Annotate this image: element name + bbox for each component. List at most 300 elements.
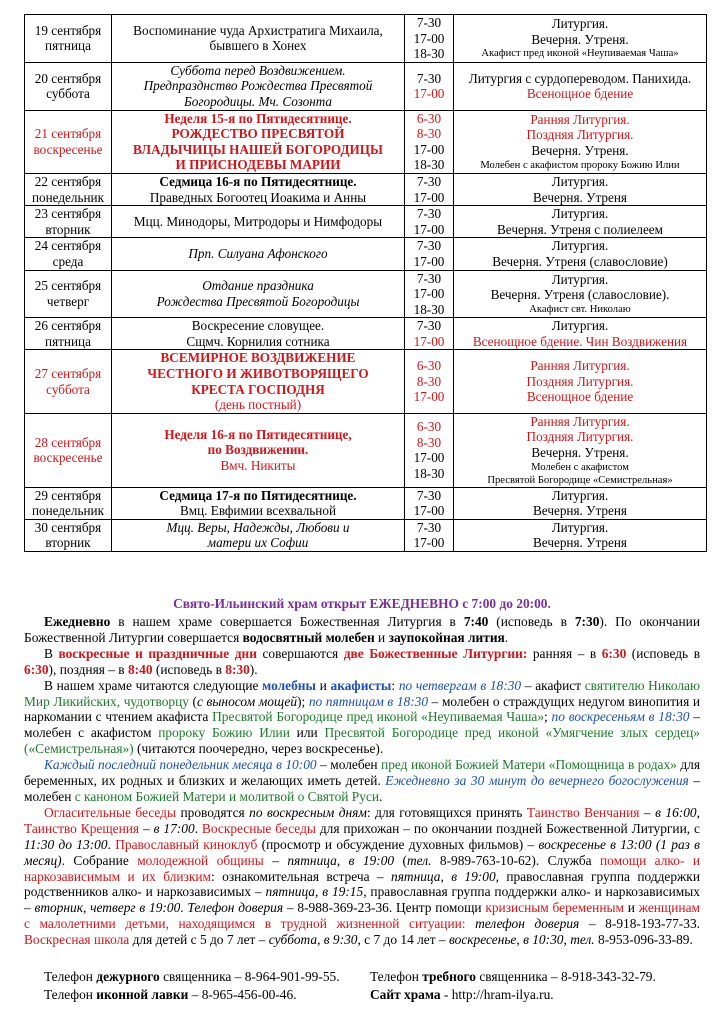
- date-text: 24 сентября: [34, 238, 102, 254]
- contact-item: [44, 968, 370, 986]
- event-line: Отдание праздника: [202, 278, 314, 294]
- schedule-service-cell: [454, 206, 707, 238]
- text-segment: 7:40: [463, 614, 489, 629]
- text-segment: (просмотр и обсуждение духовных фильмов) –: [257, 836, 539, 852]
- time-line: 17-00: [413, 286, 445, 302]
- text-segment: 8-953-096-33-89.: [594, 932, 693, 948]
- event-line: бывшего в Хонех: [209, 38, 307, 54]
- text-segment: (: [394, 852, 407, 868]
- service-schedule-table: [24, 14, 707, 552]
- text-segment: (исповедь в: [152, 661, 226, 677]
- schedule-row: [25, 519, 707, 551]
- text-segment: по воскресеньям в 18:30: [551, 709, 690, 725]
- weekday-text: воскресенье: [33, 450, 103, 466]
- date-text: 30 сентября: [34, 519, 102, 535]
- text-segment: 8:30: [225, 661, 250, 677]
- service-line: Литургия.: [551, 173, 609, 189]
- event-line: Праведных Богоотец Иоакима и Анны: [149, 189, 367, 205]
- text-segment: .: [504, 629, 509, 645]
- text-segment: пророку Божию Илии: [158, 725, 290, 741]
- schedule-time-cell: [405, 270, 454, 318]
- text-segment: (исповедь в: [488, 614, 575, 629]
- text-segment: – акафист: [521, 677, 585, 693]
- event-line: Богородицы. Мч. Созонта: [183, 93, 333, 109]
- text-segment: .: [180, 900, 188, 916]
- schedule-date-cell: [25, 270, 112, 318]
- text-segment: Телефон доверия: [187, 900, 284, 916]
- contact-segment: Сайт храма: [370, 987, 441, 1002]
- text-segment: и: [623, 900, 639, 916]
- text-segment: с каноном Божией Матери и молитвой о Святой Руси: [74, 788, 380, 804]
- schedule-service-cell: [454, 413, 707, 487]
- schedule-row: [25, 270, 707, 318]
- text-segment: –: [639, 804, 656, 820]
- time-line: 8-30: [416, 373, 442, 389]
- contact-item: [370, 986, 554, 1004]
- event-line: КРЕСТА ГОСПОДНЯ: [191, 381, 325, 397]
- event-line: Неделя 15-я по Пятидесятнице.: [164, 110, 352, 126]
- schedule-row: [25, 318, 707, 350]
- service-line: Всенощное бдение: [526, 389, 634, 405]
- schedule-time-cell: [405, 318, 454, 350]
- schedule-row: [25, 110, 707, 173]
- text-segment: в 16:00: [655, 804, 697, 820]
- info-text-block: [24, 614, 700, 948]
- text-segment: [466, 916, 476, 931]
- service-line: Литургия.: [551, 318, 609, 334]
- text-segment: пятница, в 19:00,: [391, 868, 499, 884]
- weekday-text: понедельник: [31, 503, 105, 519]
- time-line: 6-30: [416, 419, 442, 435]
- schedule-event-cell: [112, 487, 405, 519]
- text-segment: 8:40: [127, 661, 153, 677]
- text-segment: Воскресные беседы: [201, 820, 316, 836]
- service-line: Литургия с сурдопереводом. Панихида.: [468, 70, 692, 86]
- schedule-service-cell: [454, 173, 707, 205]
- contact-segment: Телефон: [44, 969, 97, 984]
- text-segment: проводятся: [176, 804, 250, 820]
- event-line: Прп. Силуана Афонского: [188, 246, 328, 262]
- service-line: Литургия.: [551, 487, 609, 503]
- schedule-event-cell: [112, 413, 405, 487]
- text-segment: – молебен: [24, 773, 700, 804]
- schedule-time-cell: [405, 206, 454, 238]
- event-line: Вмч. Никиты: [220, 458, 296, 474]
- schedule-service-cell: [454, 270, 707, 318]
- service-line: Ранняя Литургия.: [530, 413, 630, 429]
- service-line: Молебен с акафистом пророку Божию Илии: [480, 159, 680, 171]
- schedule-date-cell: [25, 173, 112, 205]
- event-line: ВСЕМИРНОЕ ВОЗДВИЖЕНИЕ: [160, 350, 356, 366]
- service-line: Пресвятой Богородице «Семистрельная»: [487, 474, 673, 486]
- text-segment: Огласительные беседы: [44, 804, 176, 820]
- schedule-service-cell: [454, 350, 707, 413]
- text-segment: суббота, в 9:30: [268, 932, 358, 948]
- service-line: Поздняя Литургия.: [526, 127, 634, 143]
- weekday-text: вторник: [45, 221, 91, 237]
- text-segment: пятница, в 19:15: [265, 884, 364, 900]
- text-segment: святителю Николаю Мир Ликийских, чудотворцу: [24, 677, 700, 709]
- time-line: 17-00: [413, 189, 445, 205]
- text-segment: – молебен с акафистом: [24, 709, 700, 741]
- schedule-row: [25, 206, 707, 238]
- event-line: Воспоминание чуда Архистратига Михаила,: [133, 22, 383, 38]
- schedule-date-cell: [25, 413, 112, 487]
- contact-segment: - http://hram-ilya.ru.: [440, 987, 554, 1002]
- text-segment: ). По окончании Божественной Литургии совершается: [24, 614, 700, 645]
- info-paragraph: [24, 757, 700, 805]
- text-segment: –: [263, 852, 288, 868]
- event-line: Суббота перед Воздвижением.: [170, 62, 346, 78]
- text-segment: в нашем храме совершается Божественная Литургия в: [110, 614, 464, 629]
- contact-segment: требного: [422, 969, 476, 984]
- text-segment: вторник, четверг в 19:00: [34, 900, 181, 916]
- text-segment: 7:30: [574, 614, 600, 629]
- service-line: Ранняя Литургия.: [530, 111, 630, 127]
- text-segment: для беременных, их родных и близких и желающих иметь детей.: [24, 757, 701, 789]
- text-segment: помощи алко- и наркозависимым и их близким: [24, 852, 700, 884]
- time-line: 7-30: [416, 206, 442, 222]
- schedule-time-cell: [405, 487, 454, 519]
- schedule-event-cell: [112, 173, 405, 205]
- service-line: Акафист пред иконой «Неупиваемая Чаша»: [481, 48, 679, 60]
- event-line: Вмц. Евфимии всехвальной: [179, 503, 337, 519]
- time-line: 7-30: [416, 519, 442, 535]
- text-segment: Пресвятой Богородице пред иконой «Умягчение злых сердец» («Семистрельная»): [24, 725, 701, 757]
- schedule-event-cell: [112, 110, 405, 173]
- text-segment: 6:30: [24, 661, 49, 677]
- date-text: 22 сентября: [34, 173, 102, 189]
- schedule-time-cell: [405, 15, 454, 63]
- info-paragraph: [24, 678, 700, 758]
- schedule-time-cell: [405, 110, 454, 173]
- weekday-text: пятница: [45, 38, 91, 54]
- service-line: Вечерня. Утреня: [533, 503, 627, 519]
- event-line: Седмица 17-я по Пятидесятнице.: [159, 487, 357, 503]
- service-line: Литургия.: [551, 271, 609, 287]
- time-line: 17-00: [413, 30, 445, 46]
- schedule-time-cell: [405, 173, 454, 205]
- text-segment: 8-989-763-10-62: [431, 852, 532, 868]
- date-text: 21 сентября: [34, 126, 102, 142]
- contact-segment: Телефон: [370, 969, 423, 984]
- date-text: 25 сентября: [34, 278, 102, 294]
- text-segment: : для готовящихся принять: [366, 804, 527, 820]
- schedule-row: [25, 238, 707, 270]
- service-line: Поздняя Литургия.: [526, 429, 634, 445]
- contacts-block: [44, 968, 704, 1004]
- contact-segment: дежурного: [96, 969, 160, 984]
- schedule-time-cell: [405, 350, 454, 413]
- text-segment: 11:30 до 13:00: [24, 836, 108, 852]
- text-segment: пред иконой Божией Матери «Помощница в родах»: [381, 757, 677, 773]
- event-line: Седмица 16-я по Пятидесятнице.: [159, 173, 357, 189]
- time-line: 17-00: [413, 86, 445, 102]
- time-line: 7-30: [416, 173, 442, 189]
- schedule-service-cell: [454, 110, 707, 173]
- service-line: Молебен с акафистом: [531, 461, 629, 473]
- contact-item: [44, 986, 370, 1004]
- service-line: Вечерня. Утреня.: [531, 445, 629, 461]
- schedule-event-cell: [112, 350, 405, 413]
- text-segment: – молебен: [316, 757, 382, 773]
- text-segment: Таинство Венчания: [526, 804, 640, 820]
- text-segment: для детей с 5 до 7 лет –: [129, 932, 269, 948]
- schedule-row: [25, 62, 707, 110]
- event-line: И ПРИСНОДЕВЫ МАРИИ: [175, 157, 341, 173]
- service-line: Поздняя Литургия.: [526, 373, 634, 389]
- time-line: 18-30: [413, 465, 445, 481]
- text-segment: тел.: [570, 932, 595, 948]
- text-segment: Ежедневно за 30 минут до вечернего богослужения: [385, 773, 689, 789]
- date-text: 29 сентября: [34, 487, 102, 503]
- text-segment: . Собрание: [61, 852, 138, 868]
- time-line: 17-00: [413, 333, 445, 349]
- text-segment: женщинам с малолетними детьми, находящимся в трудной жизненной ситуации:: [24, 900, 700, 932]
- schedule-time-cell: [405, 519, 454, 551]
- contact-segment: – 8-965-456-00-46.: [188, 987, 297, 1002]
- time-line: 17-00: [413, 253, 445, 269]
- time-line: 7-30: [416, 70, 442, 86]
- service-line: Литургия.: [551, 206, 609, 222]
- event-line: Мцц. Веры, Надежды, Любови и: [166, 519, 350, 535]
- text-segment: ,: [563, 932, 571, 948]
- time-line: 7-30: [416, 318, 442, 334]
- date-text: 23 сентября: [34, 206, 102, 222]
- info-paragraph: [24, 805, 700, 948]
- service-line: Литургия.: [551, 519, 609, 535]
- event-line: Сщмч. Корнилия сотника: [186, 333, 330, 349]
- schedule-event-cell: [112, 206, 405, 238]
- weekday-text: вторник: [45, 535, 91, 551]
- weekday-text: воскресенье: [33, 141, 103, 157]
- schedule-date-cell: [25, 318, 112, 350]
- schedule-service-cell: [454, 487, 707, 519]
- text-segment: воскресенье в 13:00 (1 раз в месяц): [24, 836, 700, 868]
- schedule-date-cell: [25, 487, 112, 519]
- schedule-event-cell: [112, 15, 405, 63]
- event-line: (день постный): [214, 397, 302, 413]
- time-line: 18-30: [413, 46, 445, 62]
- service-line: Ранняя Литургия.: [530, 358, 630, 374]
- time-line: 7-30: [416, 487, 442, 503]
- text-segment: акафисты: [330, 677, 392, 693]
- schedule-row: [25, 15, 707, 63]
- schedule-service-cell: [454, 519, 707, 551]
- text-segment: : ознакомительная встреча –: [211, 868, 391, 884]
- service-line: Всенощное бдение: [526, 86, 634, 102]
- text-segment: по воскресным дням: [249, 804, 367, 820]
- service-line: Вечерня. Утреня: [533, 189, 627, 205]
- info-paragraph: [24, 614, 700, 646]
- contact-segment: иконной лавки: [96, 987, 189, 1002]
- schedule-service-cell: [454, 238, 707, 270]
- text-segment: православная группа поддержки родственников алко- и наркозависимых –: [24, 868, 700, 900]
- time-line: 18-30: [413, 157, 445, 173]
- time-line: 17-00: [413, 141, 445, 157]
- schedule-date-cell: [25, 350, 112, 413]
- date-text: 27 сентября: [34, 366, 102, 382]
- text-segment: ).: [249, 661, 258, 677]
- time-line: 6-30: [416, 110, 442, 126]
- event-line: Мцц. Минодоры, Митродоры и Нимфодоры: [133, 213, 383, 229]
- text-segment: две Божественные Литургии:: [343, 645, 528, 661]
- weekday-text: суббота: [46, 381, 90, 397]
- time-line: 17-00: [413, 535, 445, 551]
- weekday-text: среда: [52, 253, 84, 269]
- schedule-service-cell: [454, 62, 707, 110]
- schedule-row: [25, 413, 707, 487]
- schedule-time-cell: [405, 62, 454, 110]
- contact-segment: священника – 8-964-901-99-55.: [159, 969, 340, 984]
- weekday-text: четверг: [46, 293, 90, 309]
- schedule-time-cell: [405, 238, 454, 270]
- text-segment: –: [139, 820, 154, 836]
- text-segment: (: [188, 693, 198, 709]
- text-segment: :: [391, 677, 399, 693]
- time-line: 7-30: [416, 238, 442, 254]
- contact-segment: Телефон: [44, 987, 97, 1002]
- text-segment: по пятницам в 18:30: [308, 693, 429, 709]
- text-segment: и: [374, 629, 389, 645]
- text-segment: ранняя – в: [527, 645, 602, 661]
- service-line: Вечерня. Утреня.: [531, 31, 629, 47]
- service-line: Литургия.: [551, 238, 609, 254]
- time-line: 8-30: [416, 434, 442, 450]
- schedule-service-cell: [454, 318, 707, 350]
- text-segment: Ежедневно: [44, 614, 111, 629]
- date-text: 28 сентября: [34, 434, 102, 450]
- service-line: Литургия.: [551, 16, 609, 32]
- text-segment: ), поздняя – в: [48, 661, 128, 677]
- schedule-time-cell: [405, 413, 454, 487]
- text-segment: с выносом мощей: [197, 693, 298, 709]
- schedule-service-cell: [454, 15, 707, 63]
- text-segment: (читаются поочередно, через воскресенье).: [133, 741, 384, 757]
- text-segment: – молебен о страждущих недугом винопития и наркомании с чтением акафиста: [24, 693, 701, 725]
- schedule-event-cell: [112, 238, 405, 270]
- service-line: Вечерня. Утреня.: [531, 143, 629, 159]
- schedule-date-cell: [25, 110, 112, 173]
- text-segment: , православная группа поддержки алко- и наркозависимых –: [24, 884, 700, 916]
- text-segment: .: [107, 836, 116, 852]
- time-line: 18-30: [413, 301, 445, 317]
- text-segment: Православный киноклуб: [115, 836, 258, 852]
- text-segment: Пресвятой Богородице пред иконой «Неупиваемая Чаша»: [212, 709, 545, 725]
- schedule-date-cell: [25, 238, 112, 270]
- schedule-date-cell: [25, 62, 112, 110]
- text-segment: ,: [696, 804, 700, 820]
- event-line: РОЖДЕСТВО ПРЕСВЯТОЙ: [171, 126, 345, 142]
- text-segment: и: [315, 677, 331, 693]
- time-line: 7-30: [416, 270, 442, 286]
- text-segment: – 8-988-369-23-36. Центр помощи: [283, 900, 486, 916]
- time-line: 17-00: [413, 389, 445, 405]
- text-segment: совершаются: [256, 645, 344, 661]
- text-segment: молодежной общины: [137, 852, 264, 868]
- text-segment: Таинство Крещения: [24, 820, 140, 836]
- service-line: Вечерня. Утреня: [533, 535, 627, 551]
- event-line: ВЛАДЫЧИЦЫ НАШЕЙ БОГОРОДИЦЫ: [132, 141, 384, 157]
- text-segment: телефон доверия: [475, 916, 580, 932]
- time-line: 7-30: [416, 15, 442, 30]
- text-segment: ). Служба: [531, 852, 600, 868]
- contact-segment: священника – 8-918-343-32-79.: [475, 969, 656, 984]
- info-paragraph: [24, 646, 700, 678]
- text-segment: водосвятный молебен: [242, 629, 375, 645]
- event-line: ЧЕСТНОГО И ЖИВОТВОРЯЩЕГО: [147, 366, 369, 382]
- time-line: 17-00: [413, 503, 445, 519]
- text-segment: В нашем храме читаются следующие: [44, 677, 263, 693]
- weekday-text: суббота: [46, 86, 90, 102]
- event-line: Неделя 16-я по Пятидесятнице,: [164, 426, 352, 442]
- contact-row: [44, 968, 704, 986]
- text-segment: );: [297, 693, 309, 709]
- service-line: Всенощное бдение. Чин Воздвижения: [472, 333, 688, 349]
- text-segment: молебны: [262, 677, 316, 693]
- text-segment: воскресенье, в 10:30: [448, 932, 564, 948]
- text-segment: , с 7 до 14 лет –: [357, 932, 449, 948]
- text-segment: ;: [544, 709, 552, 725]
- event-line: Предпразднство Рождества Пресвятой: [143, 78, 373, 94]
- event-line: матери их Софии: [207, 535, 309, 551]
- text-segment: воскресные и праздничные дни: [58, 645, 257, 661]
- event-line: Рождества Пресвятой Богородицы: [156, 293, 360, 309]
- service-line: Вечерня. Утреня (славословие).: [490, 287, 670, 303]
- time-line: 17-00: [413, 221, 445, 237]
- text-segment: в 17:00: [153, 820, 195, 836]
- text-segment: тел.: [406, 852, 432, 868]
- time-line: 8-30: [416, 126, 442, 142]
- text-segment: .: [379, 788, 383, 804]
- service-line: Вечерня. Утреня с полиелеем: [497, 221, 663, 237]
- event-line: Воскресение словущее.: [191, 318, 325, 334]
- schedule-row: [25, 173, 707, 205]
- text-segment: В: [44, 645, 59, 661]
- contact-item: [370, 968, 656, 986]
- text-segment: 6:30: [601, 645, 627, 661]
- schedule-event-cell: [112, 519, 405, 551]
- temple-open-notice: Свято-Ильинский храм открыт ЕЖЕДНЕВНО с 7:00 до 20:00.: [173, 596, 551, 611]
- schedule-row: [25, 350, 707, 413]
- text-segment: заупокойная лития: [388, 629, 505, 645]
- date-text: 19 сентября: [34, 22, 102, 38]
- weekday-text: пятница: [45, 333, 91, 349]
- contact-row: [44, 986, 704, 1004]
- schedule-event-cell: [112, 270, 405, 318]
- schedule-row: [25, 487, 707, 519]
- date-text: 26 сентября: [34, 318, 102, 334]
- service-line: Акафист свт. Николаю: [529, 303, 631, 315]
- text-segment: Каждый последний понедельник месяца в 10:00: [44, 757, 317, 773]
- service-line: Вечерня. Утреня (славословие): [492, 253, 668, 269]
- text-segment: (исповедь в: [626, 645, 701, 661]
- text-segment: по четвергам в 18:30: [398, 677, 522, 693]
- event-line: по Воздвижении.: [207, 442, 309, 458]
- date-text: 20 сентября: [34, 70, 102, 86]
- schedule-event-cell: [112, 318, 405, 350]
- schedule-event-cell: [112, 62, 405, 110]
- text-segment: кризисным беременным: [485, 900, 624, 916]
- text-segment: – 8-918-193-77-33.: [579, 916, 701, 932]
- text-segment: для прихожан – по окончании поздней Божественной Литургии, с: [315, 820, 700, 836]
- schedule-date-cell: [25, 15, 112, 63]
- time-line: 17-00: [413, 450, 445, 466]
- schedule-date-cell: [25, 206, 112, 238]
- schedule-date-cell: [25, 519, 112, 551]
- weekday-text: понедельник: [31, 189, 105, 205]
- time-line: 6-30: [416, 358, 442, 374]
